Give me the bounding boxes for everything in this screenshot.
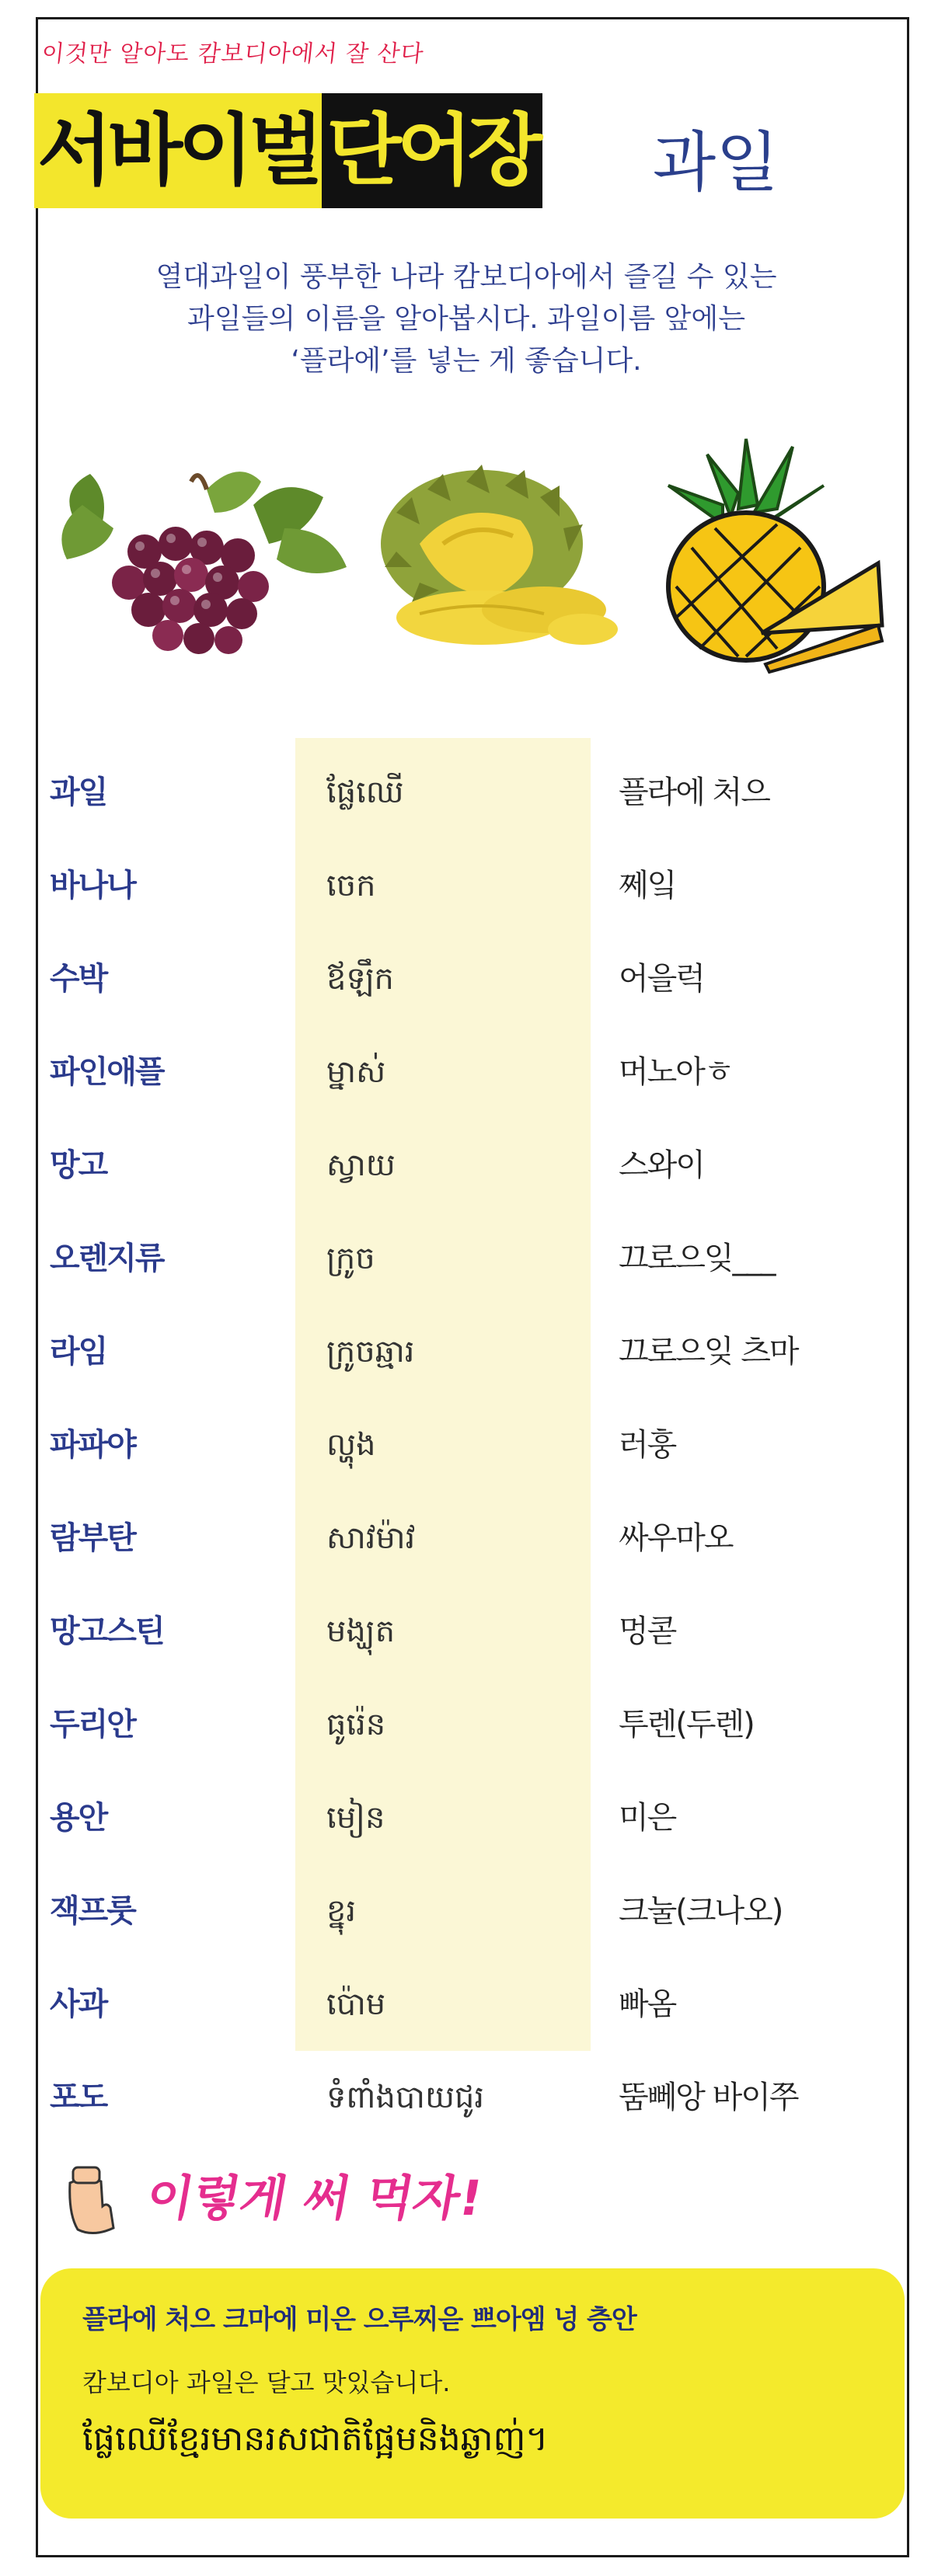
korean-word: 두리안 <box>50 1707 135 1742</box>
vocab-row <box>0 1398 931 1492</box>
pronunciation: 뚬뻬앙 바이쭈 <box>619 2080 798 2115</box>
slogan: 이렇게 써 먹자! <box>141 2170 487 2226</box>
vocab-row <box>0 1678 931 1771</box>
khmer-word: ខ្នុរ <box>326 1893 357 1929</box>
pronunciation: 끄로으잊 츠마 <box>619 1334 798 1370</box>
khmer-word: ចេក <box>326 868 376 903</box>
khmer-word: ទំពាំងបាយជូរ <box>326 2080 485 2115</box>
pineapple-image <box>645 431 886 680</box>
pronunciation: 미은 <box>619 1800 676 1836</box>
korean-word: 망고스틴 <box>50 1613 164 1649</box>
logo <box>34 93 542 208</box>
example-box <box>40 2268 905 2519</box>
khmer-word: សាវម៉ាវ <box>326 1520 416 1556</box>
khmer-word: មៀន <box>326 1800 385 1836</box>
khmer-word: ឪឡឹក <box>326 961 394 997</box>
vocab-row <box>0 1585 931 1678</box>
intro-text <box>78 256 855 382</box>
korean-word: 파인애플 <box>50 1054 164 1090</box>
vocab-row <box>0 1305 931 1398</box>
example-khmer: ផ្លែឈើខ្មែរមានរសជាតិផ្អែមនិងឆ្ងាញ់។ <box>82 2419 549 2459</box>
vocab-row <box>0 1864 931 1958</box>
khmer-word: ធូរ៉េន <box>326 1707 386 1742</box>
tagline: 이것만 알아도 캄보디아에서 잘 산다 <box>40 40 426 68</box>
korean-word: 람부탄 <box>50 1520 135 1556</box>
korean-word: 오렌지류 <box>50 1241 164 1276</box>
intro-line: 열대과일이 풍부한 나라 캄보디아에서 즐길 수 있는 <box>155 261 777 293</box>
pointing-hand-icon <box>62 2160 132 2237</box>
pronunciation: 싸우마오 <box>619 1520 733 1556</box>
vocab-row <box>0 932 931 1025</box>
intro-line: 과일들의 이름을 알아봅시다. 과일이름 앞에는 <box>187 303 745 335</box>
pronunciation: 끄로으잊___ <box>619 1241 775 1276</box>
example-korean: 캄보디아 과일은 달고 맛있습니다. <box>82 2368 451 2397</box>
pronunciation: 빠옴 <box>619 1986 676 2022</box>
example-phonetic: 플라에 처으 크마에 미은 으루찌읃 쁘아엠 넝 층안 <box>82 2304 636 2335</box>
logo-survival: 서바이벌 <box>34 93 322 208</box>
intro-line: ‘플라에’를 넣는 게 좋습니다. <box>291 345 642 377</box>
pronunciation: 어을럭 <box>619 961 704 997</box>
korean-word: 잭프룻 <box>50 1893 135 1929</box>
korean-word: 망고 <box>50 1147 107 1183</box>
khmer-word: ល្ហុង <box>326 1427 376 1463</box>
vocab-row <box>0 1119 931 1212</box>
durian-image <box>365 451 622 660</box>
vocab-row <box>0 1025 931 1119</box>
pronunciation: 크눌(크나오) <box>619 1893 783 1929</box>
korean-word: 파파야 <box>50 1427 135 1463</box>
pronunciation: 멍콛 <box>619 1613 676 1649</box>
vocab-row <box>0 2051 931 2144</box>
pronunciation: 플라에 처으 <box>619 775 769 810</box>
khmer-word: ផ្លែឈើ <box>326 775 404 810</box>
korean-word: 바나나 <box>50 868 135 903</box>
pronunciation: 머노아ㅎ <box>619 1054 733 1090</box>
korean-word: 용안 <box>50 1800 107 1836</box>
vocab-row <box>0 1771 931 1864</box>
khmer-word: ម្នាស់ <box>326 1054 386 1090</box>
korean-word: 라임 <box>50 1334 107 1370</box>
grapes-image <box>51 458 354 660</box>
vocab-row <box>0 839 931 932</box>
pronunciation: 쩨잌 <box>619 868 676 903</box>
logo-wordbook: 단어장 <box>322 93 542 208</box>
korean-word: 수박 <box>50 961 107 997</box>
pronunciation: 러훙 <box>619 1427 676 1463</box>
khmer-word: ប៉ោម <box>326 1986 386 2022</box>
korean-word: 포도 <box>50 2080 107 2115</box>
pronunciation: 투렌(두렌) <box>619 1707 754 1742</box>
vocab-row <box>0 1492 931 1585</box>
vocab-row <box>0 746 931 839</box>
khmer-word: ក្រូច <box>326 1241 375 1276</box>
page-title: 과일 <box>653 124 779 200</box>
khmer-word: ក្រូចឆ្មារ <box>326 1334 415 1370</box>
korean-word: 과일 <box>50 775 107 810</box>
khmer-word: ស្វាយ <box>326 1147 396 1183</box>
vocab-row <box>0 1212 931 1305</box>
korean-word: 사과 <box>50 1986 107 2022</box>
vocab-row <box>0 1958 931 2051</box>
khmer-word: មង្ឃុត <box>326 1613 396 1649</box>
pronunciation: 스와이 <box>619 1147 704 1183</box>
